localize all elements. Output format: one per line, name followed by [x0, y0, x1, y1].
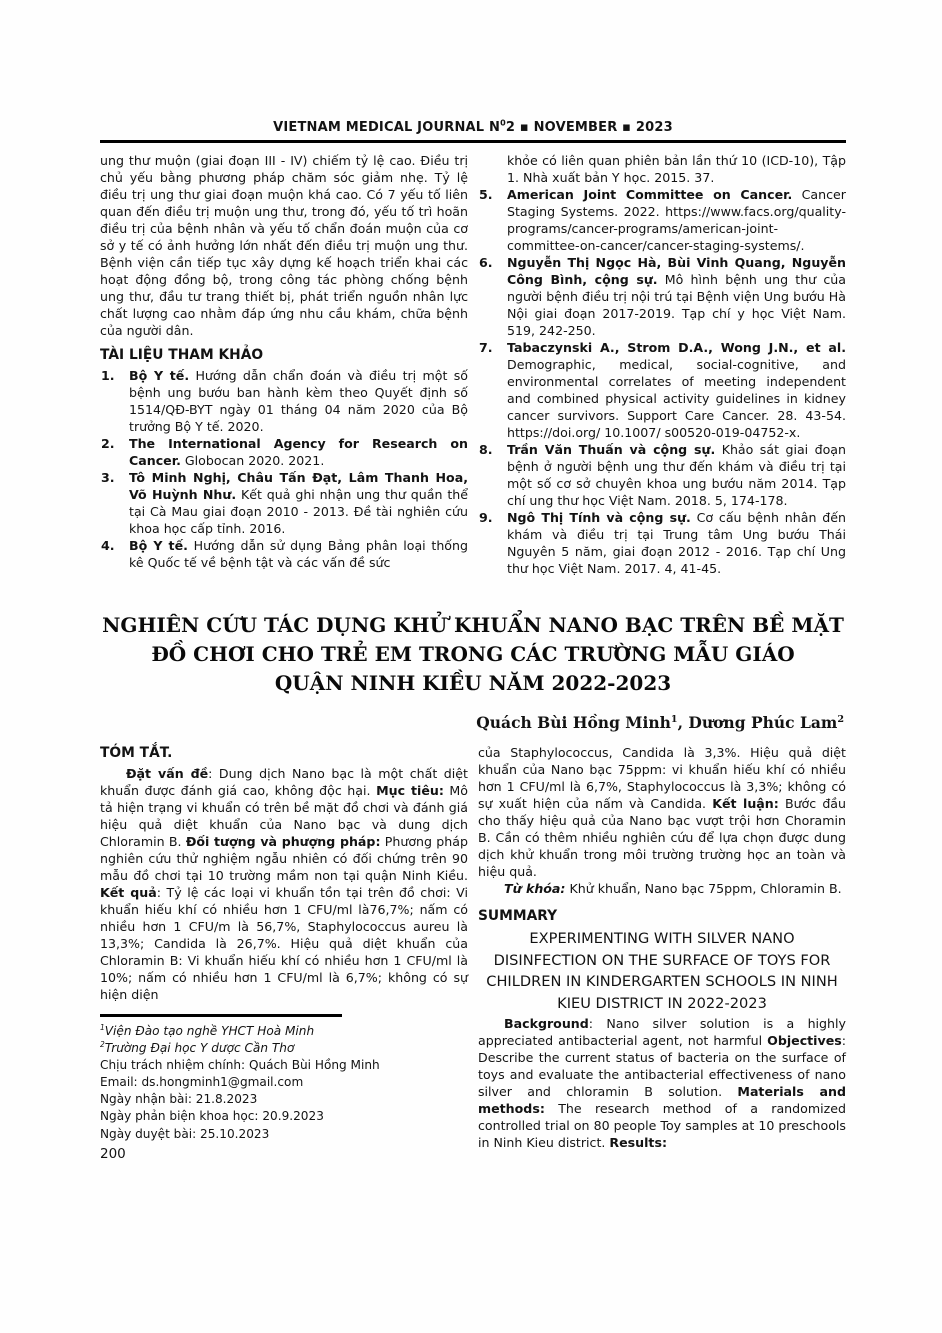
reference-author: Bộ Y tế.: [129, 537, 188, 553]
article-title-line: NGHIÊN CỨU TÁC DỤNG KHỬ KHUẨN NANO BẠC TRÊN BỀ MẶT: [102, 613, 844, 637]
reference-item: [478, 186, 846, 254]
reference-text: Kết quả ghi nhận ung thư quần thể tại Cà Mau giai đoạn 2010 - 2013. Đề tài nghiên cứu khoa học cấp tỉnh. 2016.: [129, 486, 468, 536]
article-title: [100, 611, 846, 698]
reference-text: Hướng dẫn sử dụng Bảng phân loại thống kê Quốc tế về bệnh tật và các vấn đề sức: [129, 537, 468, 570]
affiliation-line: $^2$Trường Đại học Y dược Cần Thơ: [100, 1039, 295, 1055]
authors-line: Quách Bùi Hồng Minh$^1$, Dương Phúc Lam$^2$: [476, 713, 844, 732]
reference-text: Cancer Staging Systems. 2022. https://www.facs.org/quality-programs/cancer-programs/american-joint-committee-on-cancer/cancer-staging-systems/.: [507, 187, 846, 253]
reference-number: 5.: [479, 187, 493, 202]
reference-item: [478, 441, 846, 509]
reference-text: Cơ cấu bệnh nhân đến khám và điều trị tại Trung tâm Ung bướu Thái Nguyên 5 năm, giai đoạn 2012 - 2016. Tạp chí Ung thư học Việt Nam. 2017. 4, 41-45.: [507, 510, 846, 576]
reference-number: 8.: [479, 442, 493, 457]
correspondence-line: Chịu trách nhiệm chính: Quách Bùi Hồng Minh: [100, 1057, 380, 1072]
affiliation-line: $^1$Viện Đào tạo nghề YHCT Hoà Minh: [100, 1022, 315, 1038]
reference-author: Nguyễn Thị Ngọc Hà, Bùi Vinh Quang, Nguyễn Công Bình, cộng sự.: [507, 255, 846, 287]
reference-author: Trần Văn Thuấn và cộng sự.: [507, 442, 716, 457]
reference-item: [100, 367, 468, 435]
review-date-line: Ngày phản biện khoa học: 20.9.2023: [100, 1109, 324, 1124]
reference-number: 1.: [101, 367, 115, 383]
reference-author: Tô Minh Nghị, Châu Tấn Đạt, Lâm Thanh Hoa, Võ Huỳnh Như.: [129, 469, 468, 502]
reference-number: 2.: [101, 435, 115, 451]
reference-number: 3.: [101, 469, 115, 485]
article-title-line: ĐỒ CHƠI CHO TRẺ EM TRONG CÁC TRƯỜNG MẪU GIÁO: [151, 642, 795, 666]
intro-paragraph: ung thư muộn (giai đoạn III - IV) chiếm tỷ lệ cao. Điều trị chủ yếu bằng phương pháp chăm sóc giảm nhẹ. Tỷ lệ điều trị ung thư giai đoạn muộn khá cao. Có 7 yếu tố liên quan đến điều trị muộn ung thư, trong đó, yếu tố trì hoãn điều trị của bệnh nhân và yếu tố chẩn đoán muộn của cơ sở y tế có ảnh hưởng lớn nhất đến điều trị muộn ung thư. Bệnh viện cần tiếp tục xây dựng kế hoạch triển khai các hoạt động đồng bộ, trong công tác phòng chống bệnh ung thư, đầu tư trang thiết bị, phát triển nguồn nhân lực chất lượng cao nhằm đáp ứng nhu cầu khám, chữa bệnh của người dân.: [100, 153, 468, 338]
reference-text: Mô hình bệnh ung thư của người bệnh điều trị nội trú tại Bệnh viện Ung bướu Hà Nội giai đoạn 2017-2019. Tạp chí y học Việt Nam. 519, 242-250.: [507, 272, 846, 338]
left-column-top: [100, 152, 468, 577]
journal-header: VIETNAM MEDICAL JOURNAL $N^02$ ▪ NOVEMBER ▪ 2023: [100, 120, 846, 143]
article-title-line: QUẬN NINH KIỀU NĂM 2022-2023: [274, 671, 672, 695]
accepted-date-line: Ngày duyệt bài: 25.10.2023: [100, 1126, 270, 1141]
abstract-paragraph-vi-continuation: của Staphylococcus, Candida là 3,3%. Hiệu quả diệt khuẩn của Nano bạc 75ppm: vi khuẩn hiếu khí có nhiều hơn 1 CFU/ml là 6,7%, Staphylococcus là 3,3%; không có sự xuất hiện của nấm và Candida. Kết luận: Bước đầu cho thấy hiệu quả của Nano bạc vượt trội hơn Choramin B. Cần có thêm nhiều nghiên cứu để lựa chọn được dung dịch khử khuẩn trong môi trường trường học an toàn và hiệu quả.: [478, 745, 847, 879]
references-heading: TÀI LIỆU THAM KHẢO: [100, 347, 264, 363]
left-column-bottom: [100, 744, 468, 1151]
footnote-block: [100, 1014, 468, 1143]
abstract-section: [100, 744, 846, 1151]
reference-text: Hướng dẫn chẩn đoán và điều trị một số bệnh ung bướu ban hành kèm theo Quyết định số 1514/QĐ-BYT ngày 01 tháng 04 năm 2020 của Bộ trưởng Bộ Y tế. 2020.: [129, 367, 468, 434]
reference-text: Demographic, medical, social-cognitive, and environmental correlates of meeting independent and combined physical activity guidelines in kidney cancer survivors. Support Care Cancer. 28. 43-54. https://doi.org/ 10.1007/ s00520-019-04752-x.: [507, 357, 846, 440]
reference-number: 6.: [479, 255, 493, 270]
reference-text: Globocan 2020. 2021.: [180, 452, 325, 468]
references-section: [100, 152, 846, 577]
reference-number: 7.: [479, 340, 493, 355]
reference-item: [100, 469, 468, 537]
reference-number: 4.: [101, 537, 115, 553]
reference-continuation: khỏe có liên quan phiên bản lần thứ 10 (ICD-10), Tập 1. Nhà xuất bản Y học. 2015. 37.: [507, 153, 846, 185]
reference-number: 9.: [479, 510, 493, 525]
summary-title: EXPERIMENTING WITH SILVER NANO DISINFECTION ON THE SURFACE OF TOYS FOR CHILDREN IN KINDERGARTEN SCHOOLS IN NINH KIEU DISTRICT IN 2022-2023: [486, 929, 838, 1013]
reference-author: Tabaczynski A., Strom D.A., Wong J.N., et al.: [507, 340, 846, 355]
page-number: 200: [100, 1146, 126, 1162]
reference-author: American Joint Committee on Cancer.: [507, 187, 793, 202]
right-column-bottom: [478, 744, 846, 1151]
abstract-heading: TÓM TẮT.: [100, 745, 173, 761]
reference-item: [478, 339, 846, 441]
reference-item: [478, 509, 846, 577]
received-date-line: Ngày nhận bài: 21.8.2023: [100, 1092, 258, 1107]
reference-author: The International Agency for Research on Cancer.: [129, 435, 468, 468]
reference-author: Ngô Thị Tính và cộng sự.: [507, 510, 691, 525]
page-content: [100, 120, 846, 1151]
reference-text: Khảo sát giai đoạn bệnh ở người bệnh ung thư đến khám và điều trị tại một số cơ sở chuyên khoa ung bướu năm 2014. Tạp chí ung thư học Việt Nam. 2018. 5, 174-178.: [507, 442, 846, 508]
keywords-line: Từ khóa: Khử khuẩn, Nano bạc 75ppm, Chloramin B.: [504, 881, 842, 896]
email-line: Email: ds.hongminh1@gmail.com: [100, 1075, 304, 1090]
abstract-paragraph-vi: Đặt vấn đề: Dung dịch Nano bạc là một chất diệt khuẩn được đánh giá cao, không độc hại. Mục tiêu: Mô tả hiện trạng vi khuẩn có trên bề mặt đồ chơi và đánh giá hiệu quả diệt khuẩn của Nano bạc và dung dịch Chloramin B. Đối tượng và phượng pháp: Phương pháp nghiên cứu thử nghiệm ngẫu nhiên có đối chứng trên 90 mẫu đồ chơi tại 10 trường mầm non tại quận Ninh Kiều. Kết quả: Tỷ lệ các loại vi khuẩn tồn tại trên đồ chơi: Vi khuẩn hiếu khí có nhiều hơn 1 CFU/ml là76,7%; nấm có nhiều hơn 1 CFU/m là 56,7%, Staphylococcus aureu là 13,3%; Candida là 26,7%. Hiệu quả diệt khuẩn của Chloramin B: Vi khuẩn hiếu khí có nhiều hơn 1 CFU/ml là 10%; nấm có nhiều hơn 1 CFU/ml là 6,7%; không có sự hiện diện: [100, 765, 469, 1002]
right-column-top: [478, 152, 846, 577]
footnote-divider: [100, 1014, 342, 1017]
summary-heading: SUMMARY: [478, 908, 558, 924]
reference-item: [478, 254, 846, 339]
reference-author: Bộ Y tế.: [129, 367, 190, 383]
summary-paragraph: Background: Nano silver solution is a highly appreciated antibacterial agent, not harmful Objectives: Describe the current status of bacteria on the surface of toys and evaluate the antibacterial effectiveness of nano silver and chloramin B solution. Materials and methods: The research method of a randomized controlled trial on 80 people Toy samples at 10 preschools in Ninh Kieu district. Results:: [478, 1016, 846, 1151]
reference-item: [100, 435, 468, 469]
reference-item: [100, 537, 468, 571]
